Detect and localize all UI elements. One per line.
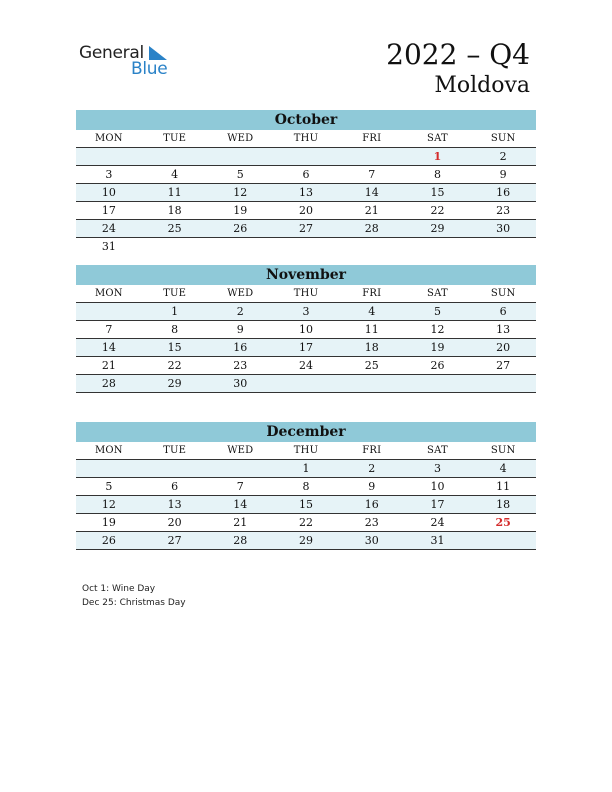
weekday-label: MON: [94, 133, 123, 144]
day-cell: [142, 148, 208, 165]
day-cell: 28: [364, 222, 379, 235]
day-cell: 18: [496, 498, 511, 511]
day-cell: 10: [299, 323, 314, 336]
weekday-label: TUE: [163, 133, 187, 144]
holiday-note: Oct 1: Wine Day: [82, 584, 156, 594]
day-cell: [470, 238, 536, 255]
day-cell: 7: [105, 323, 113, 336]
weekday-label: WED: [227, 133, 254, 144]
day-cell: 31: [430, 534, 445, 547]
weekday-label: MON: [94, 288, 123, 299]
month-october: [76, 110, 536, 255]
month-title: October: [76, 110, 536, 130]
day-cell: 19: [101, 516, 116, 529]
day-cell: 23: [233, 359, 248, 372]
weekday-label: SUN: [490, 288, 516, 299]
country-name: Moldova: [434, 73, 530, 98]
day-cell: 24: [101, 222, 116, 235]
day-cell: 22: [430, 204, 445, 217]
weekday-label: WED: [227, 445, 254, 456]
day-cell: [273, 148, 339, 165]
day-cell: 14: [233, 498, 248, 511]
day-cell: 17: [299, 341, 314, 354]
day-cell: 22: [167, 359, 182, 372]
day-cell: 6: [499, 305, 507, 318]
day-cell: 9: [368, 480, 376, 493]
day-cell: 30: [233, 377, 248, 390]
day-cell: 8: [171, 323, 179, 336]
day-cell: 8: [302, 480, 310, 493]
day-cell: 14: [101, 341, 116, 354]
weekday-label: SUN: [490, 445, 516, 456]
day-cell: 5: [433, 305, 441, 318]
day-cell: 19: [233, 204, 248, 217]
day-cell: 14: [364, 186, 379, 199]
day-cell: [470, 532, 536, 549]
weekday-label: THU: [293, 133, 319, 144]
weekday-label: THU: [293, 288, 319, 299]
day-cell: [76, 303, 142, 320]
day-cell: 18: [364, 341, 379, 354]
day-cell: 25: [167, 222, 182, 235]
day-cell: 22: [299, 516, 314, 529]
week-row: [76, 166, 536, 184]
day-cell: [207, 238, 273, 255]
day-cell: 28: [101, 377, 116, 390]
day-cell: [207, 460, 273, 477]
week-row: [76, 478, 536, 496]
weekday-header-row: [76, 130, 536, 148]
day-cell: 15: [299, 498, 314, 511]
week-row: [76, 514, 536, 532]
day-cell: 20: [496, 341, 511, 354]
week-row: [76, 184, 536, 202]
weekday-label: MON: [94, 445, 123, 456]
day-cell: 27: [299, 222, 314, 235]
day-cell: 1: [302, 462, 310, 475]
day-cell: 11: [364, 323, 379, 336]
weekday-label: TUE: [163, 445, 187, 456]
day-cell: 12: [233, 186, 248, 199]
week-row: [76, 220, 536, 238]
day-cell: 25: [364, 359, 379, 372]
day-cell: 11: [496, 480, 511, 493]
week-row: [76, 339, 536, 357]
day-cell: 21: [364, 204, 379, 217]
logo-blue-text: Blue: [131, 59, 168, 79]
day-cell: 9: [499, 168, 507, 181]
day-cell: 12: [430, 323, 445, 336]
day-cell: 13: [299, 186, 314, 199]
weekday-label: THU: [293, 445, 319, 456]
week-row: [76, 532, 536, 550]
day-cell: [470, 375, 536, 392]
day-cell: [273, 238, 339, 255]
day-cell: 26: [101, 534, 116, 547]
day-cell: 8: [433, 168, 441, 181]
day-cell: 15: [167, 341, 182, 354]
week-row: [76, 357, 536, 375]
day-cell: 29: [167, 377, 182, 390]
day-cell: 23: [364, 516, 379, 529]
day-cell: 28: [233, 534, 248, 547]
day-cell: 27: [496, 359, 511, 372]
holiday-day-cell: 25: [495, 516, 511, 529]
day-cell: 6: [171, 480, 179, 493]
day-cell: 26: [233, 222, 248, 235]
day-cell: 19: [430, 341, 445, 354]
week-row: [76, 375, 536, 393]
holiday-note: Dec 25: Christmas Day: [82, 598, 186, 608]
week-row: [76, 460, 536, 478]
day-cell: 4: [368, 305, 376, 318]
day-cell: 3: [433, 462, 441, 475]
day-cell: [76, 460, 142, 477]
day-cell: 3: [302, 305, 310, 318]
weekday-label: FRI: [362, 133, 382, 144]
day-cell: [339, 375, 405, 392]
day-cell: 2: [236, 305, 244, 318]
day-cell: [76, 148, 142, 165]
day-cell: 24: [430, 516, 445, 529]
month-title: December: [76, 422, 536, 442]
day-cell: 9: [236, 323, 244, 336]
day-cell: 10: [101, 186, 116, 199]
day-cell: 1: [171, 305, 179, 318]
day-cell: 11: [167, 186, 182, 199]
day-cell: 5: [236, 168, 244, 181]
day-cell: 2: [368, 462, 376, 475]
day-cell: 30: [496, 222, 511, 235]
weekday-label: SAT: [427, 445, 448, 456]
weekday-label: SAT: [427, 288, 448, 299]
day-cell: 24: [299, 359, 314, 372]
week-row: [76, 303, 536, 321]
day-cell: 5: [105, 480, 113, 493]
day-cell: 4: [171, 168, 179, 181]
day-cell: 10: [430, 480, 445, 493]
logo-general-text: General: [79, 43, 144, 63]
weekday-label: WED: [227, 288, 254, 299]
day-cell: 20: [299, 204, 314, 217]
day-cell: 13: [496, 323, 511, 336]
day-cell: [273, 375, 339, 392]
day-cell: 6: [302, 168, 310, 181]
weekday-label: SAT: [427, 133, 448, 144]
week-row: [76, 148, 536, 166]
day-cell: 17: [430, 498, 445, 511]
day-cell: 17: [101, 204, 116, 217]
day-cell: 18: [167, 204, 182, 217]
day-cell: [339, 238, 405, 255]
day-cell: 16: [233, 341, 248, 354]
day-cell: [142, 238, 208, 255]
day-cell: [207, 148, 273, 165]
day-cell: 27: [167, 534, 182, 547]
holiday-day-cell: 1: [433, 150, 442, 163]
day-cell: 23: [496, 204, 511, 217]
generalblue-logo: [79, 43, 179, 79]
day-cell: [405, 375, 471, 392]
week-row: [76, 238, 536, 255]
day-cell: 29: [430, 222, 445, 235]
day-cell: 12: [101, 498, 116, 511]
week-row: [76, 496, 536, 514]
day-cell: 31: [101, 240, 116, 253]
weekday-header-row: [76, 442, 536, 460]
page-title: 2022 – Q4: [386, 38, 530, 71]
day-cell: 3: [105, 168, 113, 181]
week-row: [76, 321, 536, 339]
day-cell: 2: [499, 150, 507, 163]
day-cell: 26: [430, 359, 445, 372]
day-cell: 16: [496, 186, 511, 199]
day-cell: 29: [299, 534, 314, 547]
day-cell: 4: [499, 462, 507, 475]
weekday-label: TUE: [163, 288, 187, 299]
month-december: [76, 422, 536, 550]
day-cell: 30: [364, 534, 379, 547]
day-cell: 16: [364, 498, 379, 511]
day-cell: 20: [167, 516, 182, 529]
day-cell: [339, 148, 405, 165]
day-cell: 7: [368, 168, 376, 181]
weekday-label: FRI: [362, 445, 382, 456]
day-cell: 13: [167, 498, 182, 511]
day-cell: 7: [236, 480, 244, 493]
day-cell: 15: [430, 186, 445, 199]
weekday-header-row: [76, 285, 536, 303]
weekday-label: SUN: [490, 133, 516, 144]
day-cell: 21: [101, 359, 116, 372]
day-cell: 21: [233, 516, 248, 529]
month-november: [76, 265, 536, 393]
holiday-notes: [82, 582, 186, 610]
weekday-label: FRI: [362, 288, 382, 299]
month-title: November: [76, 265, 536, 285]
day-cell: [142, 460, 208, 477]
day-cell: [405, 238, 471, 255]
week-row: [76, 202, 536, 220]
